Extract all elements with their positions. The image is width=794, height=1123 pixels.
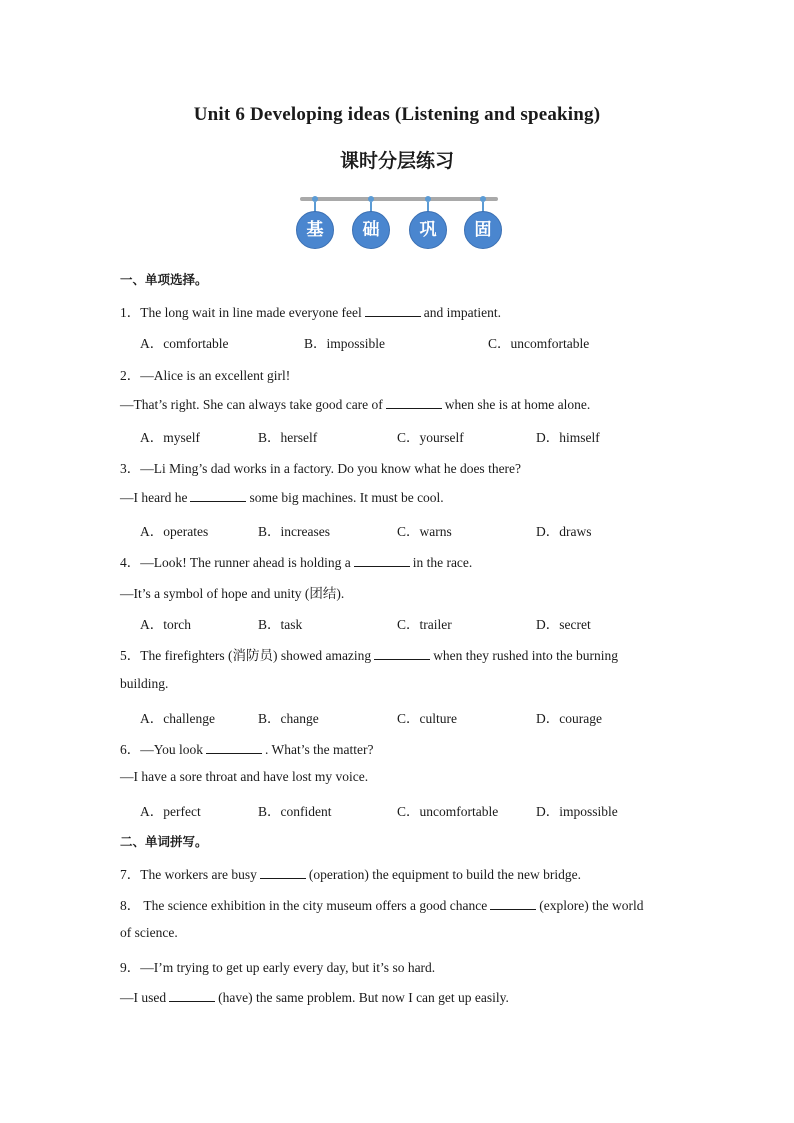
question-8-continued: of science. xyxy=(120,925,178,940)
question-3: 3．—Li Ming’s dad works in a factory. Do you know what he does there? xyxy=(120,461,522,476)
level-banner xyxy=(294,192,504,252)
banner-bar xyxy=(300,197,498,201)
question-4 xyxy=(120,551,472,571)
option-b[interactable]: B．task xyxy=(258,617,303,632)
question-text: —That’s right. She can always take good care of xyxy=(120,397,383,412)
question-1 xyxy=(120,301,501,321)
banner-char-2: 础 xyxy=(352,211,390,249)
question-6-response: —I have a sore throat and have lost my voice. xyxy=(120,769,369,784)
question-text: and impatient. xyxy=(423,305,502,320)
question-7 xyxy=(120,863,581,883)
answer-blank[interactable] xyxy=(354,553,410,567)
answer-blank[interactable] xyxy=(490,896,536,910)
question-5 xyxy=(120,644,618,664)
option-b[interactable]: B．impossible xyxy=(304,336,386,351)
banner-char-4: 固 xyxy=(464,211,502,249)
question-text: some big machines. It must be cool. xyxy=(249,490,444,505)
option-a[interactable]: A．torch xyxy=(140,617,191,632)
option-d[interactable]: D．impossible xyxy=(536,804,618,819)
question-2-response xyxy=(120,395,590,413)
option-c[interactable]: C．culture xyxy=(397,711,457,726)
page-subtitle: 课时分层练习 xyxy=(339,150,454,172)
question-text: 8． The science exhibition in the city museum offers a good chance xyxy=(120,898,488,913)
option-c[interactable]: C．uncomfortable xyxy=(488,336,590,351)
question-text: when she is at home alone. xyxy=(444,397,591,412)
question-text: 5．The firefighters (消防员) showed amazing xyxy=(120,648,372,663)
answer-blank[interactable] xyxy=(386,395,442,409)
page-title: Unit 6 Developing ideas (Listening and speaking) xyxy=(193,104,601,125)
option-b[interactable]: B．change xyxy=(258,711,319,726)
question-9-response xyxy=(120,988,509,1006)
question-text: in the race. xyxy=(412,555,473,570)
question-text: 6．—You look xyxy=(120,742,204,757)
question-text: (explore) the world xyxy=(539,898,644,913)
option-c[interactable]: C．trailer xyxy=(397,617,452,632)
option-a[interactable]: A．perfect xyxy=(140,804,201,819)
question-3-response xyxy=(120,488,444,506)
question-6 xyxy=(120,738,374,758)
answer-blank[interactable] xyxy=(190,488,246,502)
answer-blank[interactable] xyxy=(169,988,215,1002)
option-c[interactable]: C．warns xyxy=(397,524,452,539)
option-d[interactable]: D．himself xyxy=(536,430,600,445)
section-heading-choice: 一、单项选择。 xyxy=(120,272,208,287)
question-text: —I heard he xyxy=(120,490,188,505)
option-c[interactable]: C．uncomfortable xyxy=(397,804,499,819)
question-text: when they rushed into the burning xyxy=(433,648,619,663)
option-d[interactable]: D．draws xyxy=(536,524,592,539)
option-d[interactable]: D．courage xyxy=(536,711,602,726)
option-a[interactable]: A．challenge xyxy=(140,711,215,726)
option-a[interactable]: A．operates xyxy=(140,524,209,539)
question-text: 4．—Look! The runner ahead is holding a xyxy=(120,555,351,570)
question-8 xyxy=(120,894,644,914)
question-text: —I used xyxy=(120,990,167,1005)
answer-blank[interactable] xyxy=(206,740,262,754)
option-a[interactable]: A．comfortable xyxy=(140,336,229,351)
section-heading-spelling: 二、单词拼写。 xyxy=(120,834,208,849)
option-b[interactable]: B．confident xyxy=(258,804,332,819)
answer-blank[interactable] xyxy=(374,646,430,660)
option-a[interactable]: A．myself xyxy=(140,430,200,445)
banner-char-3: 巩 xyxy=(409,211,447,249)
question-text: (operation) the equipment to build the new bridge. xyxy=(308,867,582,882)
banner-char-1: 基 xyxy=(296,211,334,249)
question-5-continued: building. xyxy=(120,676,169,691)
option-b[interactable]: B．herself xyxy=(258,430,318,445)
question-text: 1．The long wait in line made everyone feel xyxy=(120,305,362,320)
question-9: 9．—I’m trying to get up early every day, but it’s so hard. xyxy=(120,960,436,975)
question-text: (have) the same problem. But now I can get up easily. xyxy=(218,990,509,1005)
question-text: . What’s the matter? xyxy=(265,742,374,757)
answer-blank[interactable] xyxy=(260,865,306,879)
question-2: 2．—Alice is an excellent girl! xyxy=(120,368,291,383)
option-b[interactable]: B．increases xyxy=(258,524,330,539)
question-4-response: —It’s a symbol of hope and unity (团结). xyxy=(120,586,345,601)
option-d[interactable]: D．secret xyxy=(536,617,591,632)
answer-blank[interactable] xyxy=(365,303,421,317)
question-text: 7．The workers are busy xyxy=(120,867,257,882)
option-c[interactable]: C．yourself xyxy=(397,430,464,445)
